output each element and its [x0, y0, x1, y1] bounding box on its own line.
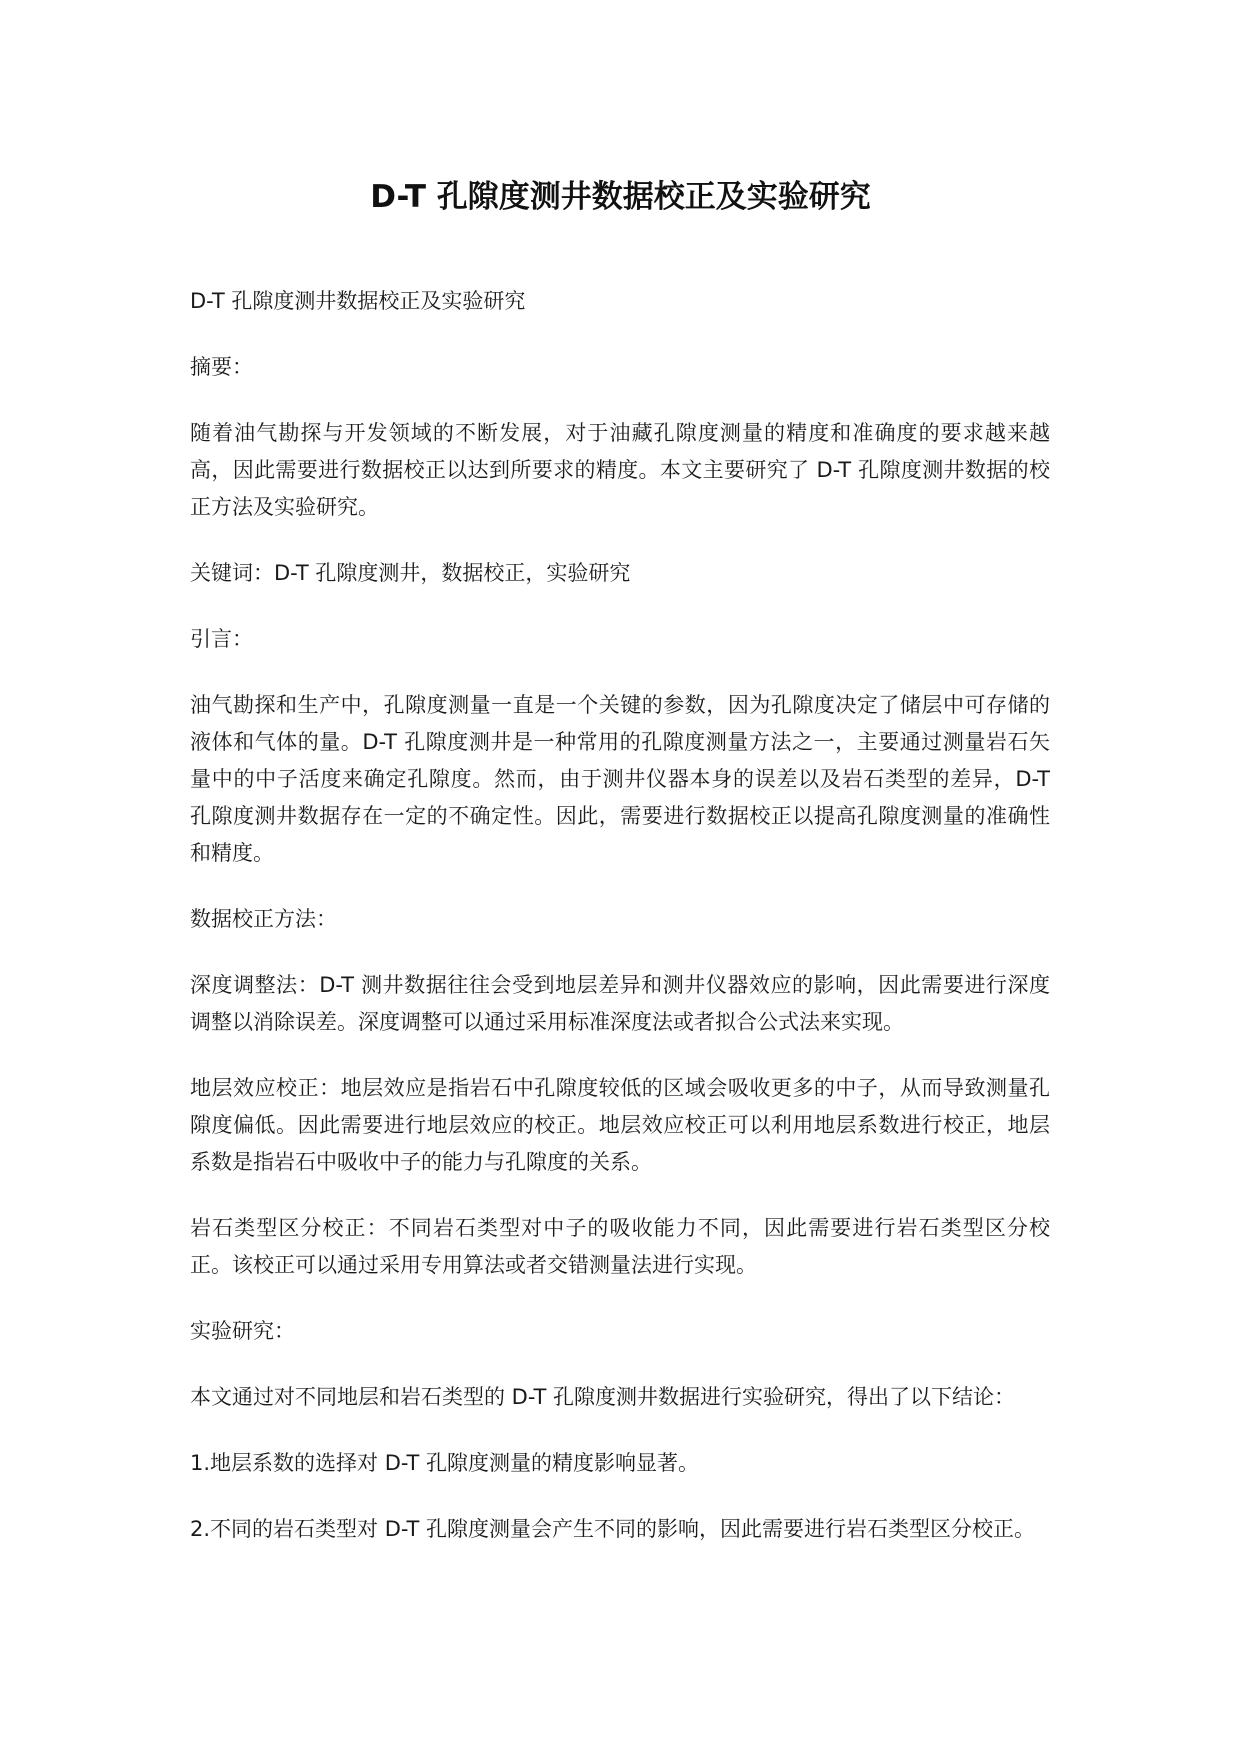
experiment-paragraph: 本文通过对不同地层和岩石类型的 D-T 孔隙度测井数据进行实验研究，得出了以下结论： — [190, 1385, 1015, 1409]
methods-heading: 数据校正方法： — [190, 907, 337, 931]
document-body — [190, 283, 1050, 1577]
conclusion-item-2: 2.不同的岩石类型对 D-T 孔隙度测量会产生不同的影响，因此需要进行岩石类型区分校正。 — [190, 1517, 1036, 1541]
experiment-heading: 实验研究： — [190, 1319, 295, 1343]
rock-type-paragraph: 岩石类型区分校正：不同岩石类型对中子的吸收能力不同，因此需要进行岩石类型区分校正。该校正可以通过采用专用算法或者交错测量法进行实现。 — [190, 1216, 1050, 1277]
subtitle-paragraph: D-T 孔隙度测井数据校正及实验研究 — [190, 289, 526, 313]
document-title: D-T 孔隙度测井数据校正及实验研究 — [370, 179, 871, 215]
formation-effect-paragraph: 地层效应校正：地层效应是指岩石中孔隙度较低的区域会吸收更多的中子，从而导致测量孔隙度偏低。因此需要进行地层效应的校正。地层效应校正可以利用地层系数进行校正，地层系数是指岩石中吸收中子的能力与孔隙度的关系。 — [190, 1076, 1050, 1174]
introduction-heading: 引言： — [190, 627, 253, 651]
abstract-heading: 摘要： — [190, 355, 253, 379]
introduction-paragraph: 油气勘探和生产中，孔隙度测量一直是一个关键的参数，因为孔隙度决定了储层中可存储的液体和气体的量。D-T 孔隙度测井是一种常用的孔隙度测量方法之一，主要通过测量岩石矢量中的中子活度来确定孔隙度。然而，由于测井仪器本身的误差以及岩石类型的差异，D-T 孔隙度测井数据存在一定的不确定性。因此，需要进行数据校正以提高孔隙度测量的准确性和精度。 — [190, 693, 1050, 865]
depth-adjustment-paragraph: 深度调整法：D-T 测井数据往往会受到地层差异和测井仪器效应的影响，因此需要进行深度调整以消除误差。深度调整可以通过采用标准深度法或者拟合公式法来实现。 — [190, 973, 1050, 1034]
conclusion-item-1: 1.地层系数的选择对 D-T 孔隙度测量的精度影响显著。 — [190, 1451, 700, 1475]
abstract-paragraph: 随着油气勘探与开发领域的不断发展，对于油藏孔隙度测量的精度和准确度的要求越来越高，因此需要进行数据校正以达到所要求的精度。本文主要研究了 D-T 孔隙度测井数据的校正方法及实验研究。 — [190, 421, 1050, 519]
keywords-paragraph: 关键词：D-T 孔隙度测井，数据校正，实验研究 — [190, 561, 631, 585]
